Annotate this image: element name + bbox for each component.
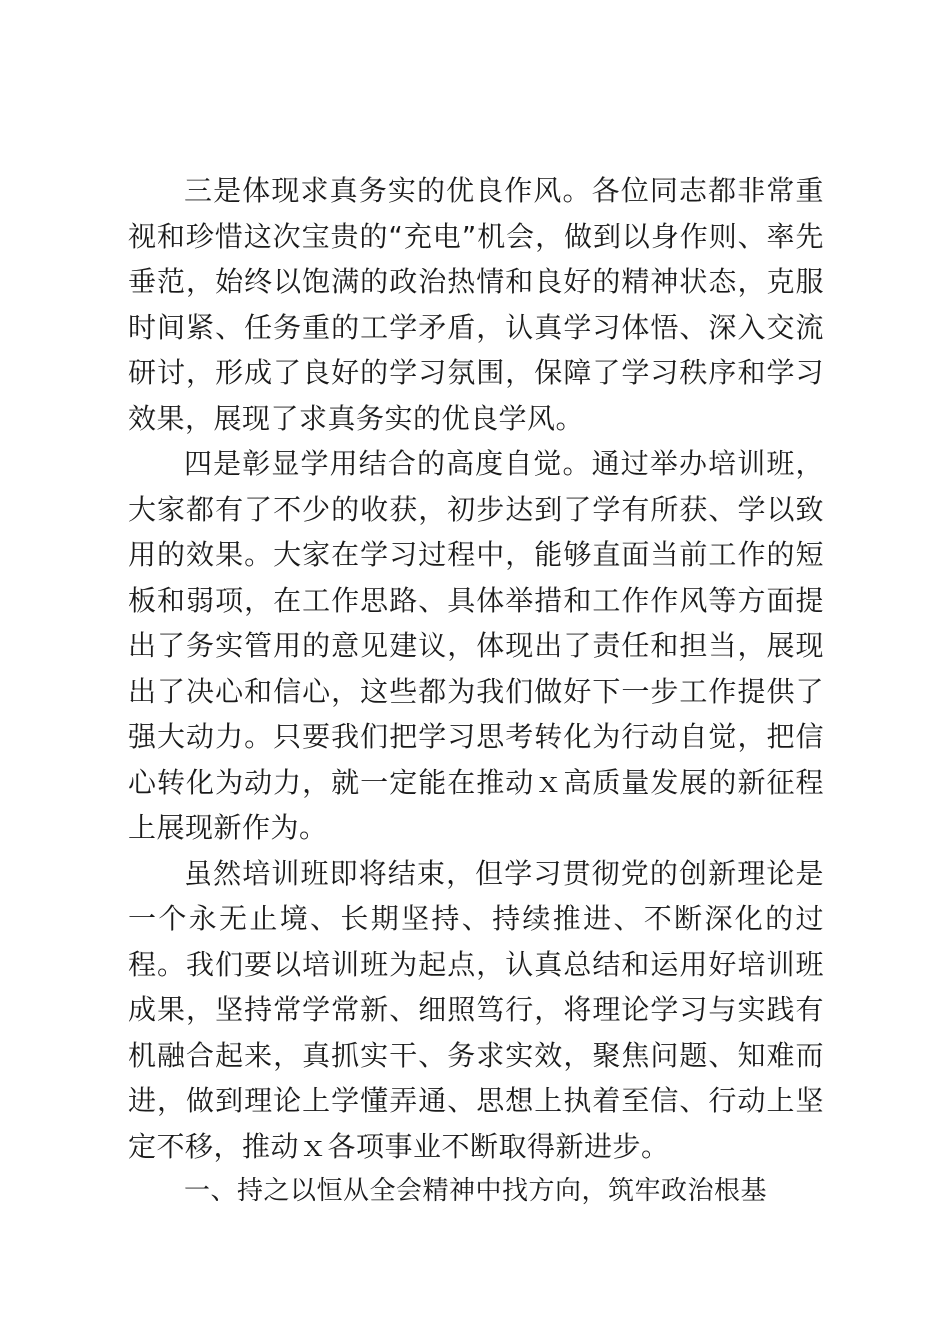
section-heading: 一、持之以恒从全会精神中找方向，筑牢政治根基 (184, 1176, 768, 1206)
document-body (128, 168, 824, 1215)
paragraph-study-application: 四是彰显学用结合的高度自觉。通过举办培训班，大家都有了不少的收获，初步达到了学有所获、学以致用的效果。大家在学习过程中，能够直面当前工作的短板和弱项，在工作思路、具体举措和工作作风等方面提出了务实管用的意见建议，体现出了责任和担当，展现出了决心和信心，这些都为我们做好下一步工作提供了强大动力。只要我们把学习思考转化为行动自觉，把信心转化为动力，就一定能在推动ｘ高质量发展的新征程上展现新作为。 (128, 447, 824, 844)
paragraph-work-style: 三是体现求真务实的优良作风。各位同志都非常重视和珍惜这次宝贵的“充电”机会，做到以身作则、率先垂范，始终以饱满的政治热情和良好的精神状态，克服时间紧、任务重的工学矛盾，认真学习体悟、深入交流研讨，形成了良好的学习氛围，保障了学习秩序和学习效果，展现了求真务实的优良学风。 (128, 174, 824, 435)
paragraph-conclusion: 虽然培训班即将结束，但学习贯彻党的创新理论是一个永无止境、长期坚持、持续推进、不断深化的过程。我们要以培训班为起点，认真总结和运用好培训班成果，坚持常学常新、细照笃行，将理论学习与实践有机融合起来，真抓实干、务求实效，聚焦问题、知难而进，做到理论上学懂弄通、思想上执着至信、行动上坚定不移，推动ｘ各项事业不断取得新进步。 (128, 856, 824, 1163)
